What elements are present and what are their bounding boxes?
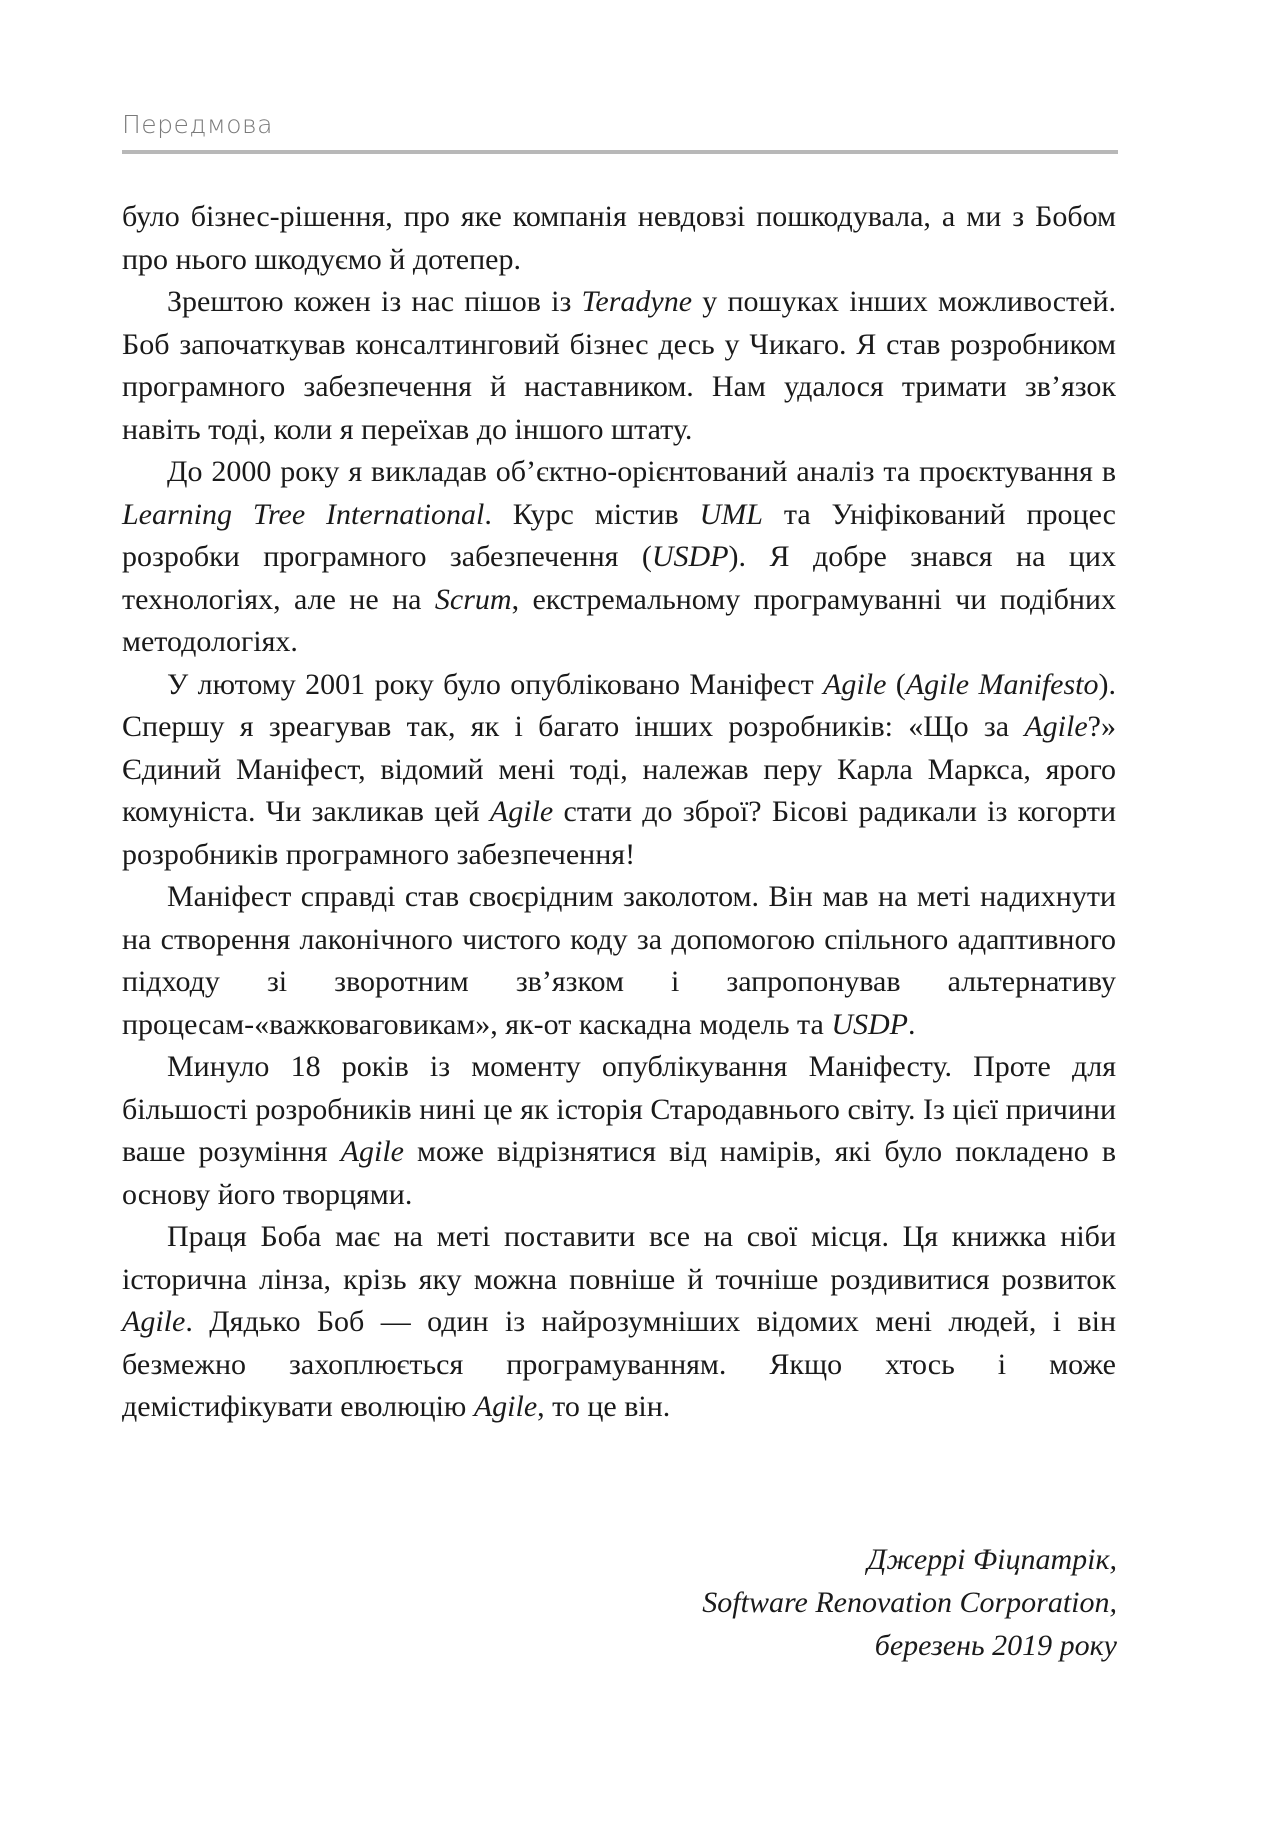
paragraph — [122, 664, 1116, 877]
signature-block — [702, 1538, 1117, 1667]
text-run: . Дядько Боб — один із найрозумніших відомих мені людей, і він безмежно захоплюється програмуванням. Якщо хтось і може демістифікувати еволюцію — [122, 1305, 1116, 1423]
text-run: стати до зброї? Бісові радикали із когорти розробників програмного забезпечення! — [122, 795, 1116, 871]
paragraph — [122, 281, 1116, 451]
text-run: Минуло 18 років із моменту опублікування Маніфесту. Проте для більшості розробників нині це як історія Стародавнього світу. Із цієї причини ваше розуміння — [122, 1050, 1116, 1168]
signature-author: Джеррі Фіцпатрік, — [867, 1543, 1117, 1576]
text-run: ?» Єдиний Маніфест, відомий мені тоді, належав перу Карла Маркса, ярого комуніста. Чи закликав цей — [122, 710, 1116, 828]
italic-term: Agile — [340, 1135, 404, 1168]
text-run: До 2000 року я викладав об’єктно-орієнтований аналіз та проєктування в — [167, 455, 1116, 488]
text-run: ). Спершу я зреагував так, як і багато інших розробників: «Що за — [122, 667, 1117, 743]
text-run: . Курс містив — [484, 497, 700, 531]
italic-term: Agile Manifesto — [905, 667, 1099, 701]
text-run: у пошуках інших можливостей. Боб започаткував консалтинговий бізнес десь у Чикаго. Я став розробником програмного забезпечення й наставником. Нам удалося тримати зв’язок навіть тоді, коли я переїхав до іншого штату. — [122, 285, 1116, 446]
italic-term: Agile — [473, 1390, 538, 1423]
text-run: , екстремальному програмуванні чи подібних методологіях. — [122, 582, 1116, 658]
signature-date: березень 2019 року — [874, 1629, 1117, 1662]
paragraph — [122, 1046, 1116, 1216]
italic-term: UML — [699, 497, 763, 531]
paragraph — [122, 196, 1116, 281]
italic-term: Agile — [1024, 710, 1088, 743]
text-run: Маніфест справді став своєрідним заколотом. Він мав на меті надихнути на створення лаконічного чистого коду за допомогою спільного адаптивного підходу зі зворотним зв’язком і запропонував альтернативу процесам-«важковаговикам», як-от каскадна модель та — [122, 880, 1116, 1041]
italic-term: USDP — [831, 1007, 908, 1041]
italic-term: Agile — [489, 795, 554, 828]
text-run: може відрізнятися від намірів, які було покладено в основу його творцями. — [122, 1135, 1116, 1211]
signature-company: Software Renovation Corporation, — [702, 1586, 1117, 1619]
text-run: Праця Боба має на меті поставити все на свої місця. Ця книжка ніби історична лінза, крізь яку можна повніше й точніше роздивитися розвиток — [122, 1220, 1116, 1296]
text-run: та Уніфікований процес розробки програмного забезпечення ( — [122, 497, 1116, 573]
text-run: Зрештою кожен із нас пішов із — [167, 285, 582, 318]
text-run: У лютому 2001 року було опубліковано Маніфест — [167, 667, 824, 701]
text-run: було бізнес-рішення, про яке компанія невдовзі пошкодувала, а ми з Бобом про нього шкодуємо й дотепер. — [122, 200, 1116, 276]
italic-term: Teradyne — [581, 285, 693, 318]
paragraph — [122, 1216, 1116, 1429]
paragraph — [122, 451, 1116, 664]
italic-term: USDP — [651, 540, 729, 573]
text-run: . — [908, 1007, 916, 1041]
text-run: ( — [886, 667, 906, 701]
italic-term: Agile — [823, 667, 887, 701]
italic-term: Scrum — [434, 582, 512, 616]
running-head: Передмова — [122, 110, 273, 139]
italic-term: Learning Tree International — [122, 497, 485, 531]
text-run: , то це він. — [537, 1390, 671, 1423]
text-run: ). Я добре знався на цих технологіях, але не на — [122, 540, 1116, 616]
italic-term: Agile — [122, 1305, 186, 1338]
paragraph — [122, 876, 1116, 1046]
header-rule-divider — [122, 150, 1118, 154]
preface-body — [122, 196, 1116, 1429]
